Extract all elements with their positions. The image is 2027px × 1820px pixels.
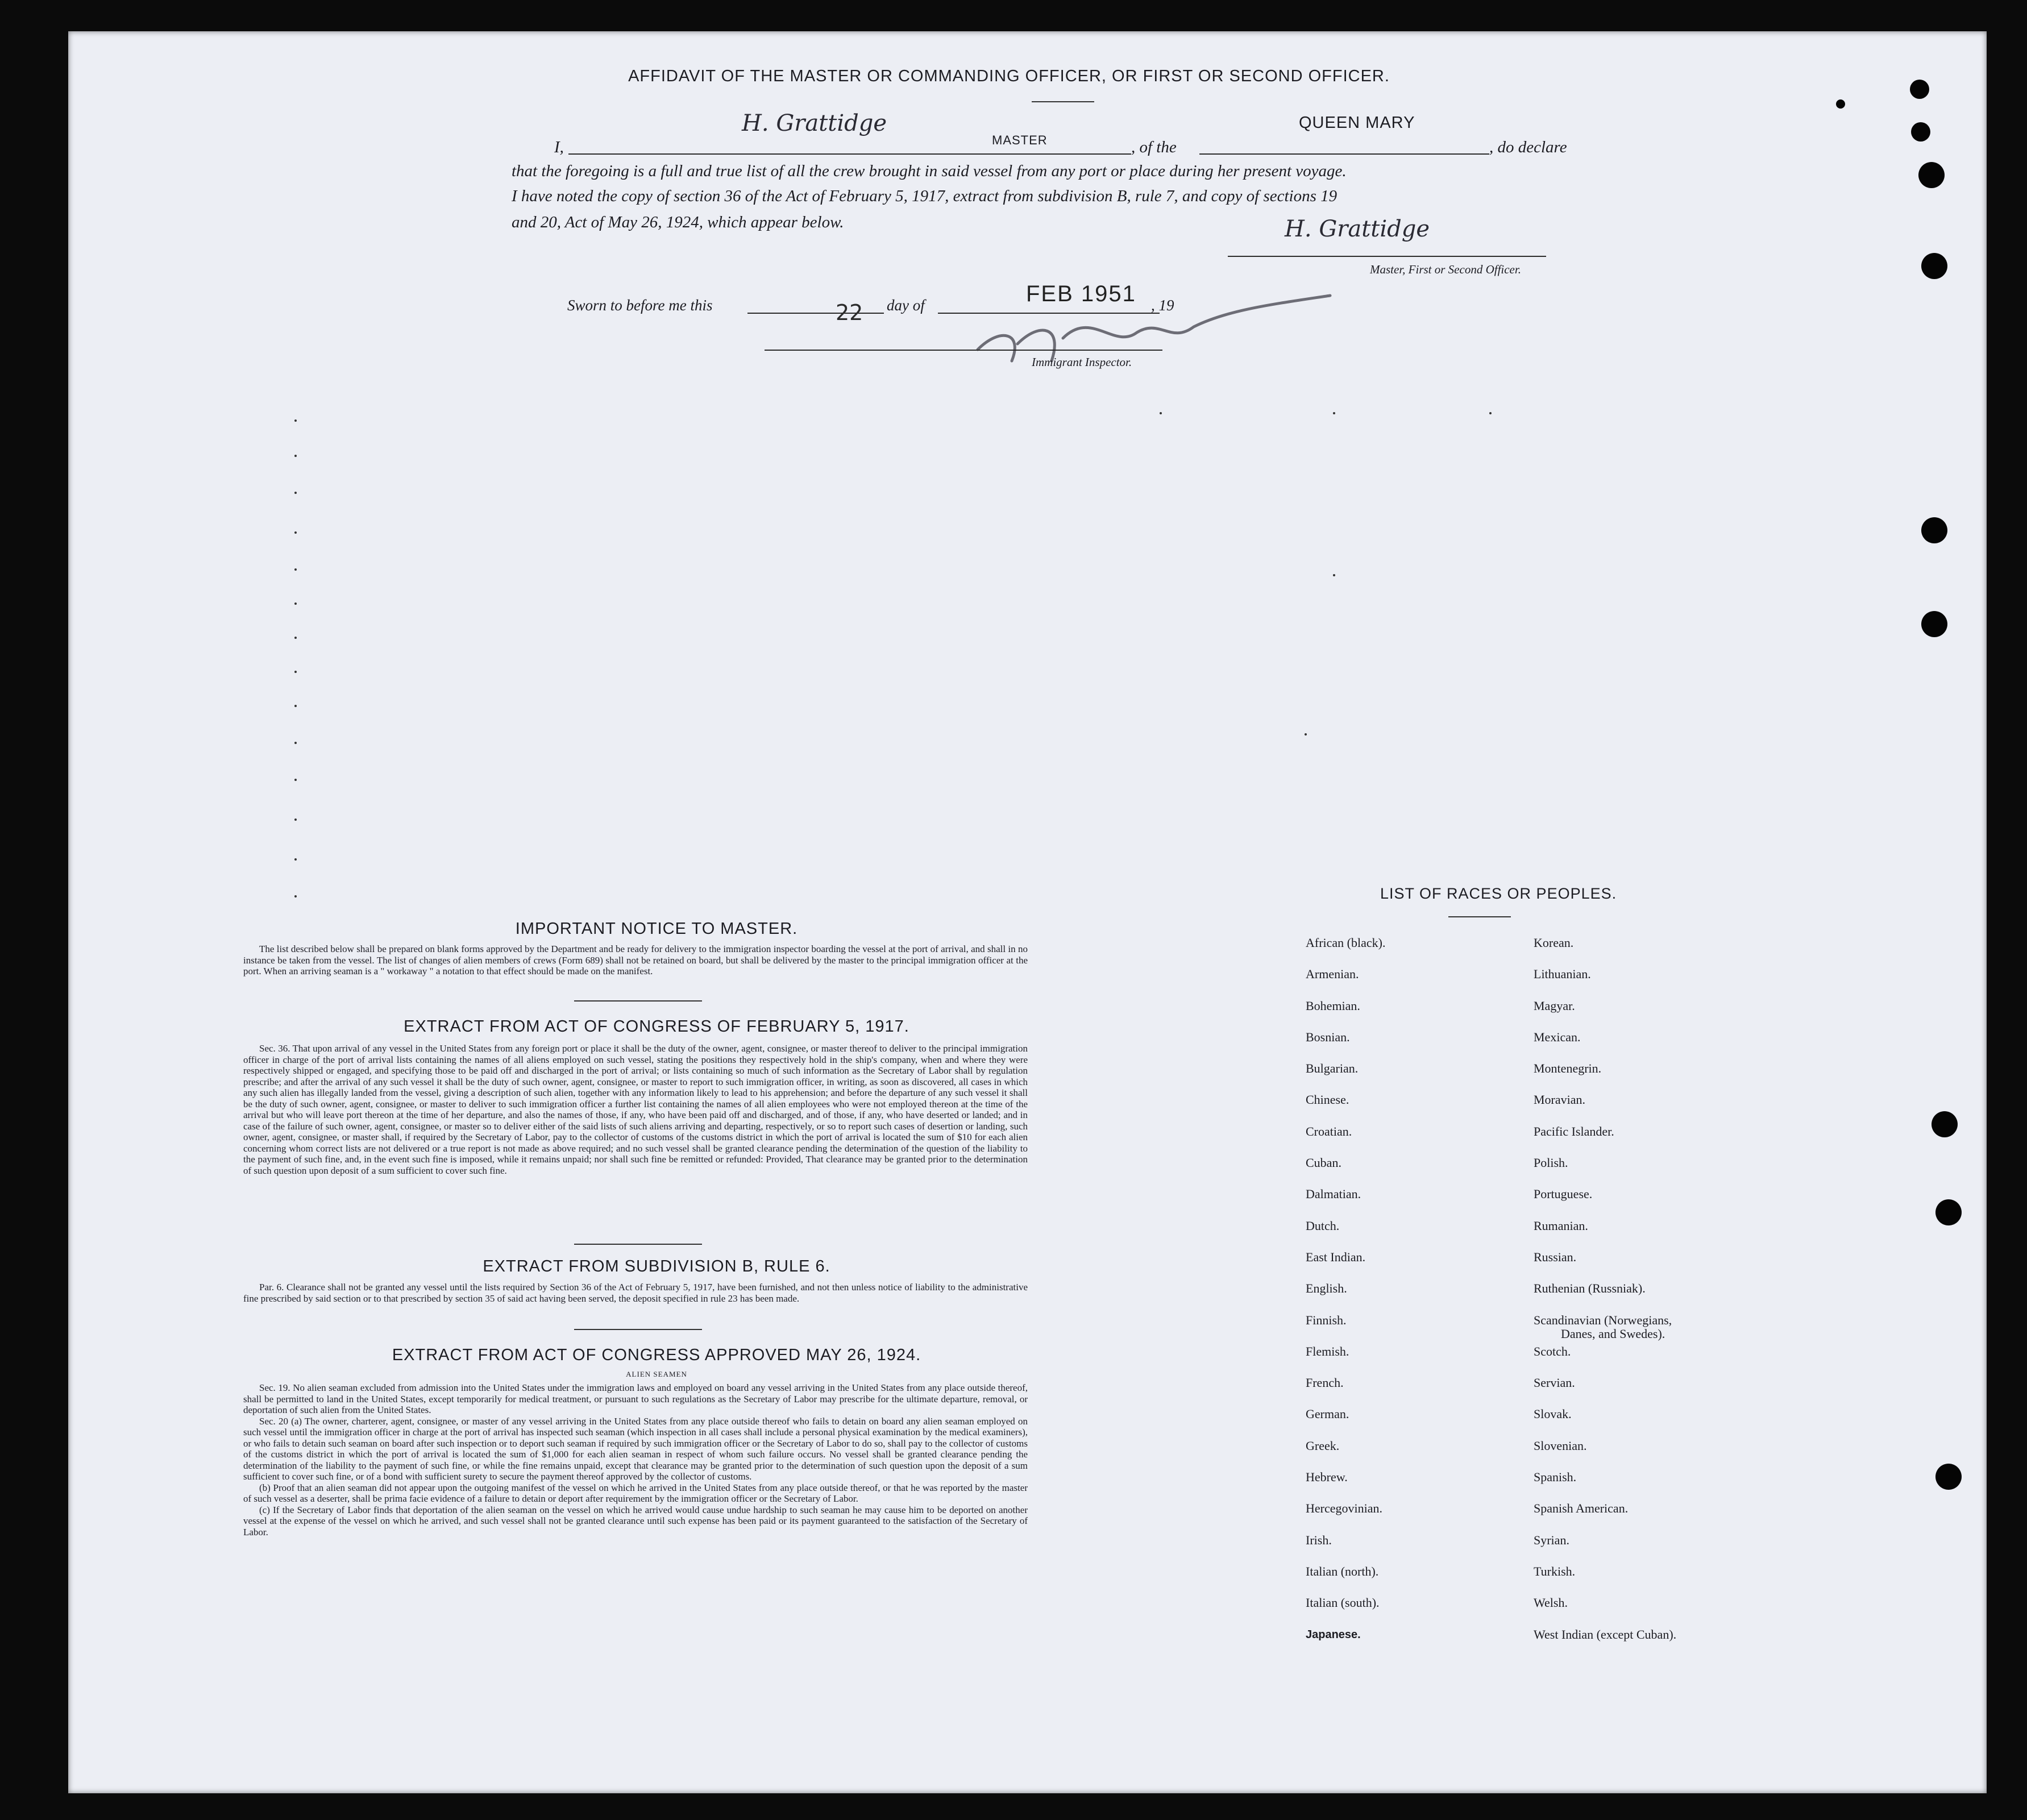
dot [1489, 412, 1492, 414]
punch-hole [1911, 122, 1930, 142]
extract-1924-text [243, 1382, 1028, 1538]
race-item: Hercegovinian. [1306, 1501, 1382, 1516]
master-signature: H. Grattidge [742, 110, 887, 136]
race-item: Italian (south). [1306, 1595, 1380, 1610]
race-item: Russian. [1534, 1249, 1577, 1264]
dot [1333, 574, 1335, 576]
dot [294, 531, 297, 534]
sworn-month-year: FEB 1951 [1026, 281, 1136, 306]
race-item: Greek. [1306, 1438, 1340, 1453]
affidavit-i: I, [554, 138, 564, 156]
race-item: Japanese. [1306, 1628, 1361, 1641]
dot [294, 492, 297, 494]
notice-text [243, 944, 1028, 977]
dot [1305, 733, 1307, 736]
officer-signature-line [1228, 244, 1546, 257]
race-item: Montenegrin. [1534, 1061, 1602, 1076]
sworn-year-prefix: , 19 [1151, 297, 1174, 314]
dot [294, 568, 297, 571]
vessel-name-line [1199, 136, 1489, 155]
race-item: Rumanian. [1534, 1218, 1588, 1233]
extract-1924-sec19: Sec. 19. No alien seaman excluded from admission into the United States under the immigration laws and employed on board any vessel arriving in the United States from any place outside thereof, shall be permitted to land in the United States, except temporarily for medical treatment, or pursuant to such regulations as the Secretary of Labor may prescribe for the ultimate departure, removal, or deportation of such alien from the United States. [243, 1382, 1028, 1415]
sworn-day-line [747, 296, 884, 314]
dot [294, 602, 297, 605]
dot [294, 895, 297, 897]
race-item: Korean. [1534, 936, 1574, 950]
race-item: Welsh. [1534, 1595, 1568, 1610]
extract-1924-sec20a: Sec. 20 (a) The owner, charterer, agent, consignee, or master of any vessel arriving in the United States from any place outside thereof who fails to detain on board any alien seaman employed on such vessel until the immigration officer in charge at the port of arrival has inspected such seaman (which inspection in all cases shall include a personal physical examination by the medical examiners), or who fails to detain such seaman on board after such inspection or to deport such seaman if required by such immigration officer or the Secretary of Labor to do so, shall pay to the collector of customs of the customs district in which the port of arrival is located the sum of $1,000 for each alien seaman in respect of whom such failure occurs. No vessel shall be granted clearance pending the determination of the liability to the payment of such fine, or while the fine remains unpaid, except that clearance may be granted prior to the determination of such question upon the deposit of a sum sufficient to cover such fine, or of a bond with sufficient surety to secure the payment thereof approved by the collector of customs. [243, 1415, 1028, 1482]
race-item: Syrian. [1534, 1532, 1569, 1547]
punch-hole [1935, 1199, 1962, 1225]
officer-signature: H. Grattidge [1285, 216, 1430, 242]
dot [294, 705, 297, 707]
race-item: Italian (north). [1306, 1564, 1379, 1578]
race-item: Flemish. [1306, 1344, 1349, 1358]
punch-hole [1921, 517, 1947, 543]
do-declare-text: , do declare [1489, 138, 1567, 156]
race-item: Turkish. [1534, 1564, 1576, 1578]
dot [1160, 412, 1162, 414]
dot [294, 858, 297, 861]
punch-hole [1836, 99, 1845, 109]
race-item: Portuguese. [1534, 1187, 1593, 1202]
inspector-caption: Immigrant Inspector. [1032, 355, 1132, 369]
race-item: East Indian. [1306, 1249, 1366, 1264]
race-item: German. [1306, 1407, 1349, 1422]
race-item: Dalmatian. [1306, 1187, 1361, 1202]
race-item: African (black). [1306, 936, 1386, 950]
dot [294, 637, 297, 639]
dot [294, 818, 297, 821]
race-item: Spanish American. [1534, 1501, 1629, 1516]
race-item: Lithuanian. [1534, 967, 1591, 982]
race-item: Magyar. [1534, 998, 1575, 1013]
race-item: Bulgarian. [1306, 1061, 1359, 1076]
race-item: English. [1306, 1281, 1347, 1296]
dot [294, 779, 297, 781]
punch-hole [1910, 80, 1929, 99]
vessel-name: QUEEN MARY [1299, 114, 1415, 132]
of-the-text: , of the [1131, 138, 1177, 156]
officer-signature-caption: Master, First or Second Officer. [1370, 263, 1521, 276]
races-left-column [1306, 936, 1510, 1659]
affidavit-line-4: and 20, Act of May 26, 1924, which appear below. [512, 213, 844, 231]
race-item: Bohemian. [1306, 998, 1360, 1013]
race-item: French. [1306, 1376, 1344, 1390]
race-item: Dutch. [1306, 1218, 1340, 1233]
extract-1917-title: EXTRACT FROM ACT OF CONGRESS OF FEBRUARY 5, 1917. [404, 1017, 909, 1036]
dot [294, 419, 297, 422]
affidavit-line-3: I have noted the copy of section 36 of the Act of February 5, 1917, extract from subdivision B, rule 7, and copy of sections 19 [512, 187, 1338, 205]
race-item: West Indian (except Cuban). [1534, 1627, 1677, 1642]
race-item: Moravian. [1534, 1092, 1586, 1107]
affidavit-line-2: that the foregoing is a full and true list of all the crew brought in said vessel from any port or place during her present voyage. [512, 162, 1347, 180]
extract-1924-subtitle: ALIEN SEAMEN [626, 1370, 687, 1378]
race-item: Croatian. [1306, 1124, 1352, 1138]
punch-hole [1935, 1464, 1962, 1490]
race-item: Irish. [1306, 1532, 1332, 1547]
master-title: MASTER [992, 133, 1048, 147]
races-right-column [1534, 936, 1772, 1659]
race-item-scandinavian [1534, 1314, 1772, 1345]
race-item: Chinese. [1306, 1092, 1349, 1107]
dot [294, 671, 297, 673]
divider [574, 1329, 702, 1330]
race-item: Bosnian. [1306, 1029, 1350, 1044]
inspector-signature-line [765, 333, 1162, 351]
race-item: Mexican. [1534, 1029, 1581, 1044]
race-item: Finnish. [1306, 1312, 1347, 1327]
notice-title: IMPORTANT NOTICE TO MASTER. [515, 920, 798, 938]
race-item: Cuban. [1306, 1156, 1341, 1170]
divider [574, 1000, 702, 1002]
dot [294, 455, 297, 457]
race-item: Scotch. [1534, 1344, 1571, 1358]
punch-hole [1932, 1111, 1958, 1137]
extract-1924-sec20b: (b) Proof that an alien seaman did not appear upon the outgoing manifest of the vessel on which he arrived in the United States from any place outside thereof, or that he was reported by the master of such vessel as a deserter, shall be prima facie evidence of a failure to detain or deport after requirement by the immigration officer or the Secretary of Labor. [243, 1482, 1028, 1504]
race-item: Slovenian. [1534, 1438, 1587, 1453]
dot [1333, 412, 1335, 414]
punch-hole [1921, 611, 1947, 637]
sworn-prefix: Sworn to before me this [567, 297, 713, 314]
dot [294, 742, 297, 744]
race-item: Scandinavian (Norwegians, [1534, 1312, 1672, 1327]
race-item: Spanish. [1534, 1470, 1577, 1485]
race-item: Servian. [1534, 1376, 1575, 1390]
extract-1924-title: EXTRACT FROM ACT OF CONGRESS APPROVED MAY 26, 1924. [392, 1346, 921, 1364]
race-item: Slovak. [1534, 1407, 1572, 1422]
extract-rule6-title: EXTRACT FROM SUBDIVISION B, RULE 6. [483, 1257, 830, 1275]
divider [1448, 916, 1511, 917]
race-item: Polish. [1534, 1156, 1568, 1170]
punch-hole [1918, 162, 1945, 188]
extract-rule6-paragraph: Par. 6. Clearance shall not be granted any vessel until the lists required by Section 36 of the Act of February 5, 1917, have been furnished, and not then unless notice of liability to the administrative fine prescribed by said section or to that prescribed by section 35 of said act having been served, the deposit specified in rule 23 has been made. [243, 1282, 1028, 1304]
sworn-day-of: day of [887, 297, 925, 314]
punch-hole [1921, 253, 1947, 279]
affidavit-heading: AFFIDAVIT OF THE MASTER OR COMMANDING OFFICER, OR FIRST OR SECOND OFFICER. [628, 67, 1390, 85]
divider [1032, 101, 1094, 102]
race-item: Hebrew. [1306, 1470, 1348, 1485]
extract-1917-text [243, 1043, 1028, 1176]
race-item-continuation: Danes, and Swedes). [1561, 1326, 1665, 1341]
race-item: Pacific Islander. [1534, 1124, 1614, 1138]
race-item: Ruthenian (Russniak). [1534, 1281, 1646, 1296]
notice-paragraph: The list described below shall be prepared on blank forms approved by the Department and be ready for delivery to the immigration inspector boarding the vessel at the port of arrival, and shall in no instance be taken from the vessel. The list of changes of alien members of crews (Form 689) shall not be retained on board, but shall be delivered by the master to the principal immigration officer at the port. When an arriving seaman is a " workaway " a notation to that effect should be made on the manifest. [243, 944, 1028, 977]
extract-rule6-text [243, 1282, 1028, 1304]
divider [574, 1244, 702, 1245]
extract-1924-sec20c: (c) If the Secretary of Labor finds that deportation of the alien seaman on the vessel on which he arrived would cause undue hardship to such seaman he may cause him to be deported on another vessel at the expense of the vessel on which he arrived, and such vessel shall not be granted clearance until such expense has been paid or its payment guaranteed to the satisfaction of the Secretary of Labor. [243, 1504, 1028, 1538]
race-item: Armenian. [1306, 967, 1359, 982]
sworn-day: 22 [836, 300, 863, 325]
races-title: LIST OF RACES OR PEOPLES. [1380, 885, 1617, 902]
extract-1917-paragraph: Sec. 36. That upon arrival of any vessel in the United States from any foreign port or place it shall be the duty of the owner, agent, consignee, or master thereof to deliver to the principal immigration officer in charge of the port of arrival lists containing the names of all aliens employed on such vessel, stating the positions they respectively hold in the ship's company, when and where they were respectively shipped or engaged, and specifying those to be paid off and discharged in the port of arrival; or lists containing so much of such information as the Secretary of Labor shall by regulation prescribe; and after the arrival of any such vessel it shall be the duty of such owner, agent, consignee, or master to report to such immigration officer, in writing, as soon as discovered, all cases in which any such alien has illegally landed from the vessel, giving a description of such alien, together with any information likely to lead to his apprehension; and before the departure of any such vessel it shall be the duty of such owner, agent, consignee, or master to deliver to such immigration officer a further list containing the names of all alien employees who were not employed thereon at the time of the arrival but who will leave port thereon at the time of her departure, and also the names of those, if any, who have been paid off and discharged, and of those, if any, who have deserted or landed; and in case of the failure of such owner, agent, consignee, or master so to deliver either of the said lists of such aliens arriving and departing, respectively, or so to report such cases of desertion or landing, such owner, agent, consignee, or master shall, if required by the Secretary of Labor, pay to the collector of customs of the customs district in which the port of arrival is located the sum of $10 for each alien concerning whom correct lists are not delivered or a true report is not made as above required; and no such vessel shall be granted clearance pending the determination of the question of the liability to the payment of such fine, and, in the event such fine is imposed, while it remains unpaid; nor shall such fine be remitted or refunded: Provided, That clearance may be granted prior to the determination of such question upon deposit of a sum sufficient to cover such fine. [243, 1043, 1028, 1176]
